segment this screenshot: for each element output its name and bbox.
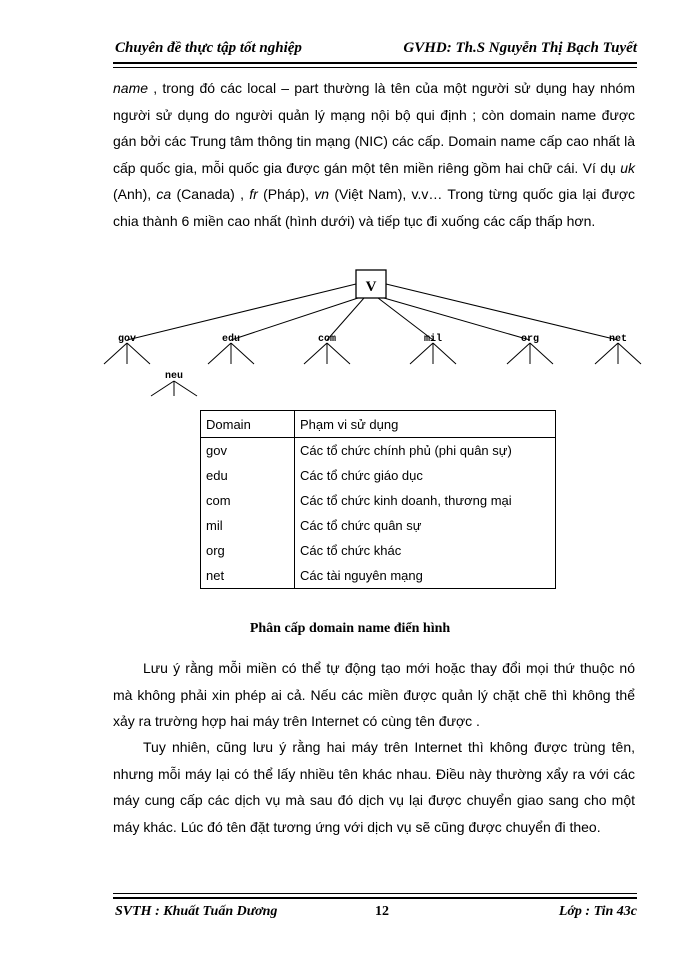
intro-text: (Anh), <box>113 186 157 202</box>
table-row <box>201 563 556 589</box>
table-cell: Các tổ chức quân sự <box>295 513 556 538</box>
table-header-cell: Phạm vi sử dụng <box>295 411 556 438</box>
table-cell: edu <box>201 463 295 488</box>
domain-tree-diagram <box>100 268 660 400</box>
table-cell: mil <box>201 513 295 538</box>
table-cell: Các tổ chức giáo dục <box>295 463 556 488</box>
page-number: 12 <box>375 904 389 919</box>
tree-edges <box>104 284 641 396</box>
intro-emph-name: name <box>113 80 149 96</box>
table-row <box>201 488 556 513</box>
table-row <box>201 513 556 538</box>
domain-table <box>200 410 556 589</box>
table-header-row <box>201 411 556 438</box>
tree-root-label: V <box>365 279 377 295</box>
tree-subnode: neu <box>164 371 184 382</box>
header-title: Chuyên đề thực tập tốt nghiệp <box>115 40 302 56</box>
paragraph-note: Lưu ý rằng mỗi miền có thể tự động tạo mới hoặc thay đổi mọi thứ thuộc nó mà không phải xin phép ai cả. Nếu các miền được quản lý chặt chẽ thì không thể xảy ra trường hợp hai máy trên Internet có cùng tên được . <box>113 660 635 729</box>
footer-class: Lớp : Tin 43c <box>558 904 637 919</box>
tree-node: edu <box>221 334 241 345</box>
intro-paragraph <box>113 75 635 234</box>
page-footer <box>113 902 637 926</box>
tree-node: mil <box>423 334 443 345</box>
intro-emph-uk: uk <box>620 159 635 176</box>
table-header-cell: Domain <box>201 411 295 438</box>
footer-student: SVTH : Khuất Tuấn Dương <box>115 904 278 919</box>
table-cell: Các tổ chức kinh doanh, thương mại <box>295 488 556 513</box>
tree-node: org <box>520 334 540 345</box>
figure-caption: Phân cấp domain name điển hình <box>249 621 451 636</box>
footer-rule <box>113 893 637 899</box>
intro-text: (Pháp), <box>257 186 315 202</box>
table-row <box>201 438 556 464</box>
table-row <box>201 538 556 563</box>
tree-node: gov <box>117 334 137 345</box>
intro-emph-fr: fr <box>249 186 258 202</box>
intro-text: (Canada) , <box>171 186 250 202</box>
page-header <box>113 38 637 64</box>
table-cell: org <box>201 538 295 563</box>
table-cell: Các tài nguyên mạng <box>295 563 556 589</box>
paragraph-note-2: Tuy nhiên, cũng lưu ý rằng hai máy trên Internet thì không được trùng tên, nhưng mỗi máy lại có thể lấy nhiều tên khác nhau. Điều này thường xẩy ra với các máy cung cấp các dịch vụ mà sau đó dịch vụ lại được chuyển giao sang cho một máy khác. Lúc đó tên đặt tương ứng với dịch vụ sẽ cũng được chuyển đi theo. <box>113 739 635 835</box>
intro-emph-vn: vn <box>314 186 330 202</box>
tree-node: net <box>608 334 628 345</box>
table-cell: gov <box>201 438 295 464</box>
table-cell: Các tổ chức khác <box>295 538 556 563</box>
intro-emph-ca: ca <box>156 186 172 202</box>
header-advisor: GVHD: Th.S Nguyễn Thị Bạch Tuyết <box>403 40 637 56</box>
header-rule <box>113 62 637 68</box>
table-row <box>201 463 556 488</box>
table-cell: net <box>201 563 295 589</box>
table-cell: com <box>201 488 295 513</box>
intro-text: , trong đó các local – part thường là tên của một người sử dụng hay nhóm người sử dụng do người quản lý mạng nội bộ qui định ; còn domain name được gán bởi các Trung tâm thông tin mạng (NIC) các cấp. Domain name cấp cao nhất là cấp quốc gia, mỗi quốc gia được gán một tên miền riêng gồm hai chữ cái. Ví dụ <box>113 80 635 176</box>
table-cell: Các tổ chức chính phủ (phi quân sự) <box>295 438 556 464</box>
intro-text: (Việt Nam), v.v… Trong từng quốc gia lại được chia thành 6 miền cao nhất (hình dưới) và tiếp tục đi xuống các cấp thấp hơn. <box>113 186 635 229</box>
tree-node: com <box>317 334 337 345</box>
tree-nodes <box>118 333 627 382</box>
